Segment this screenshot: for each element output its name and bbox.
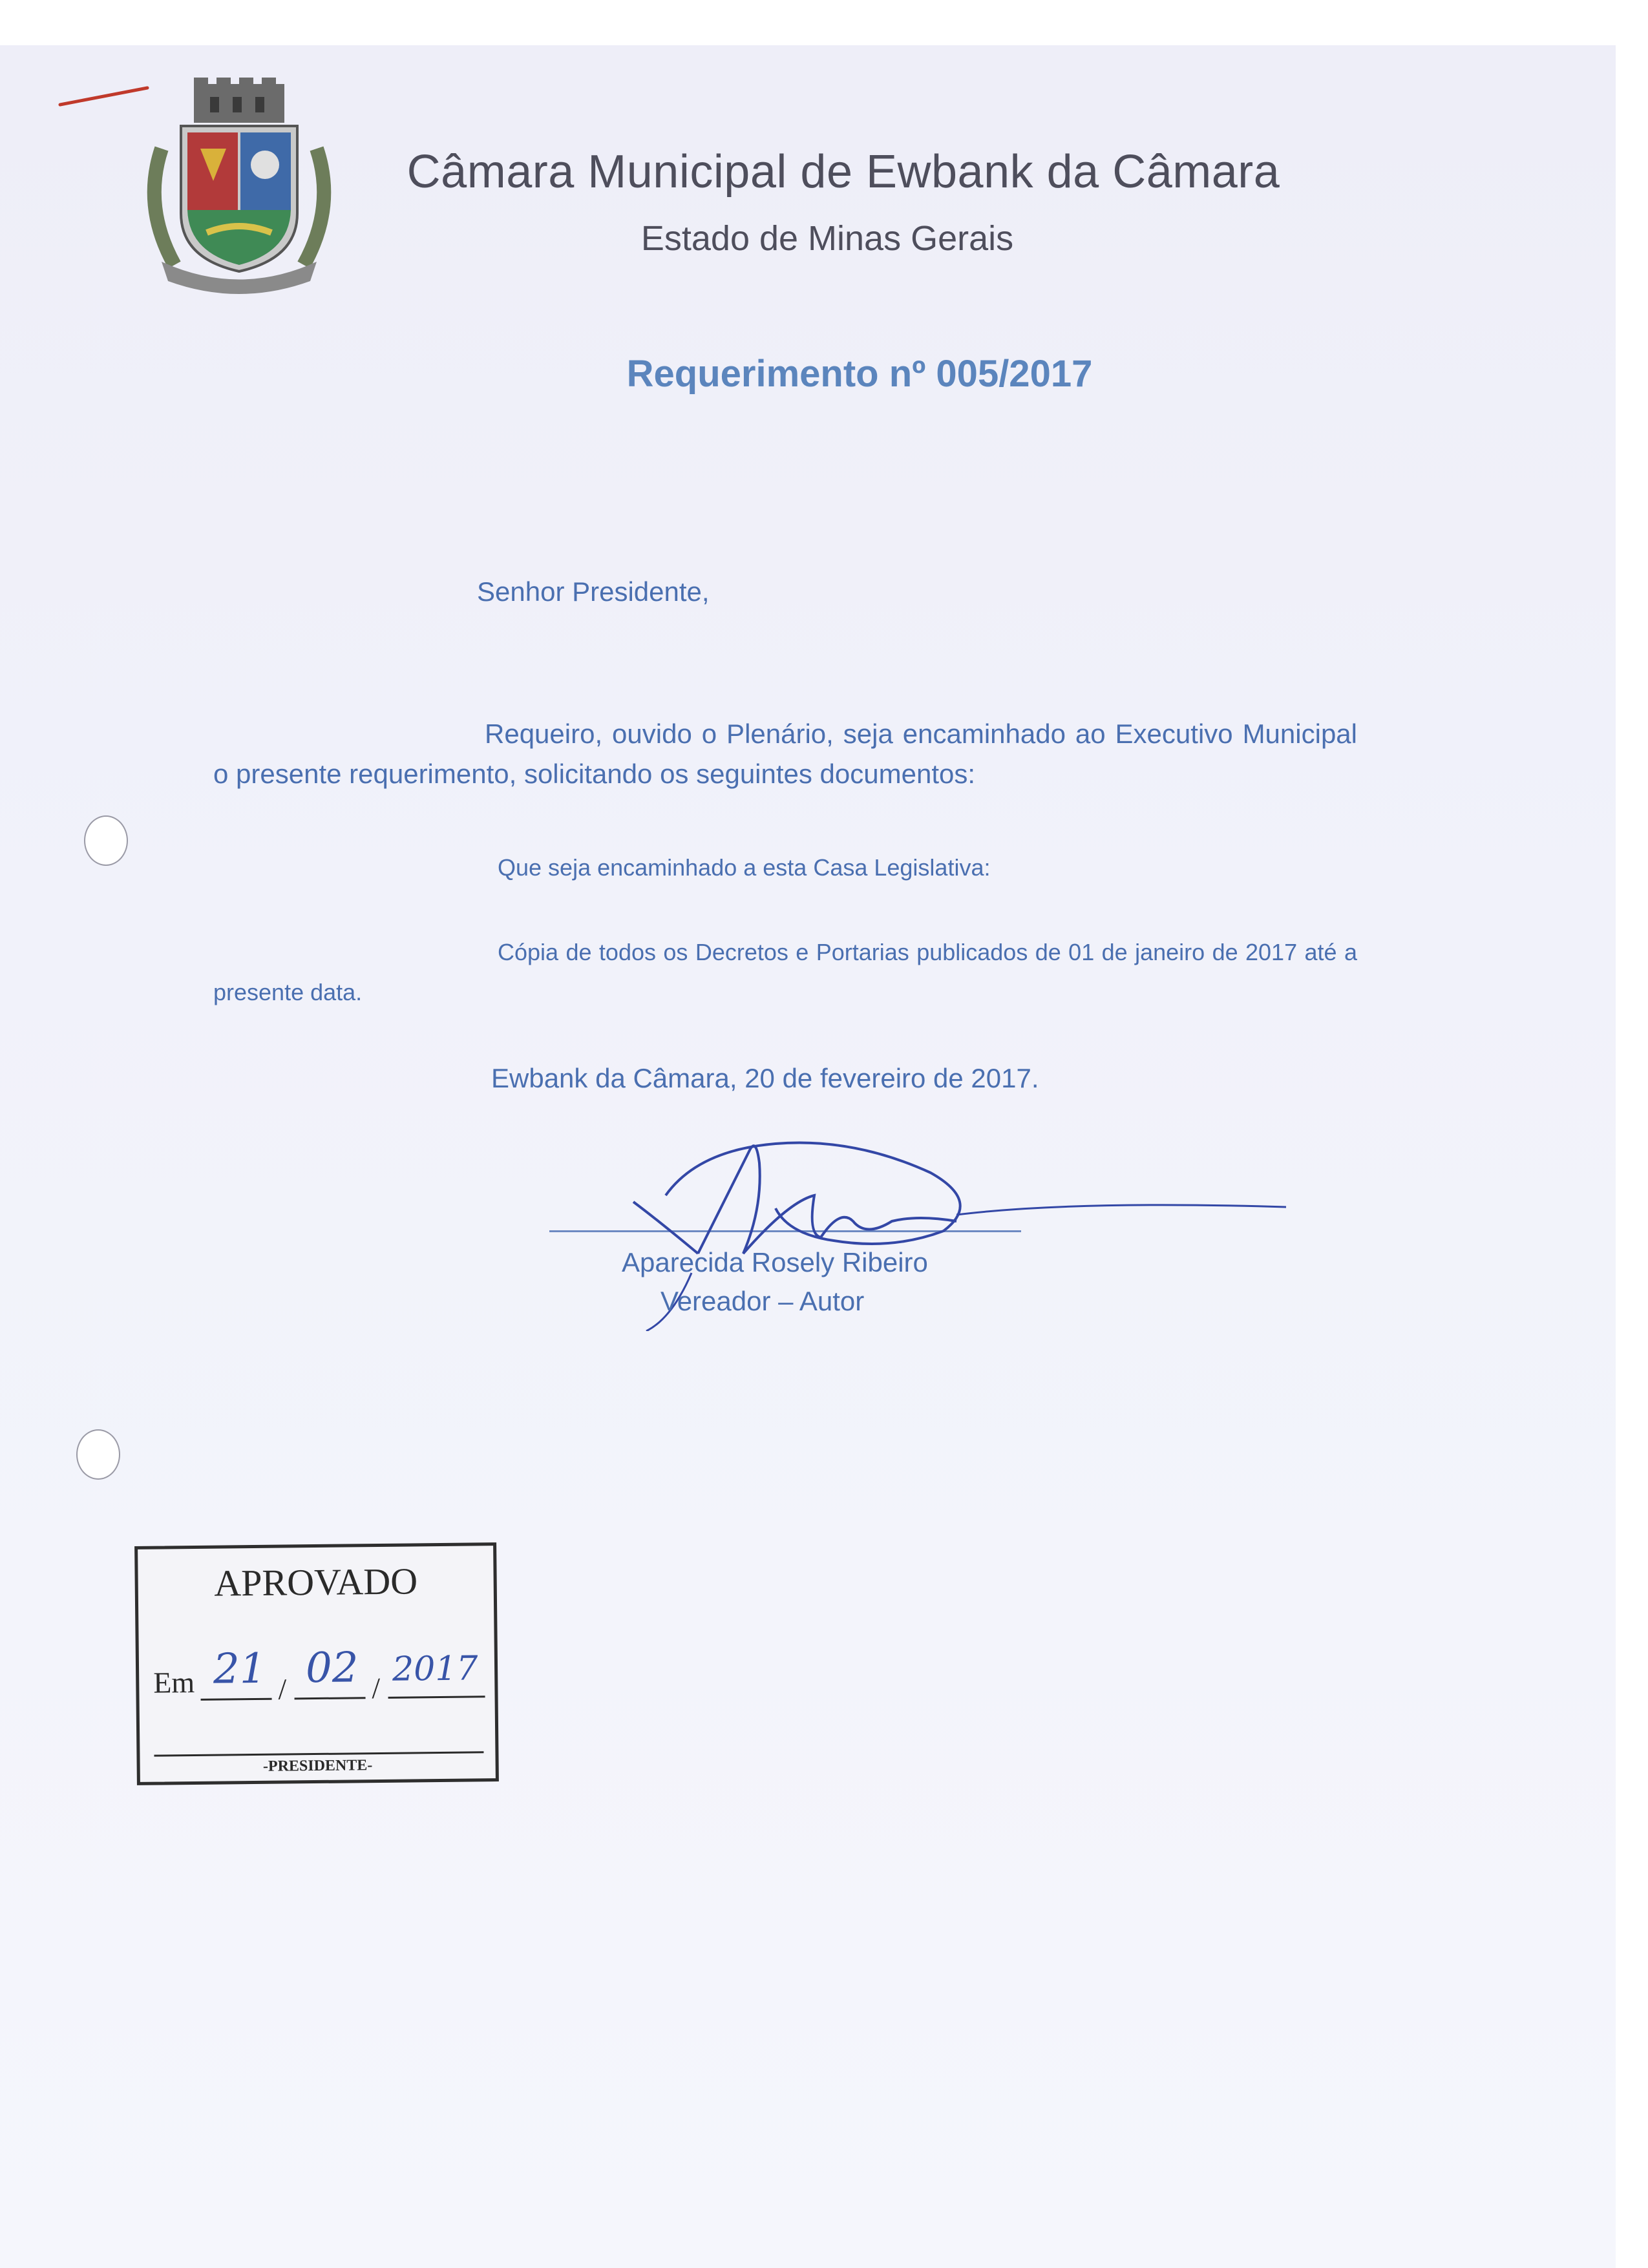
request-intro: Que seja encaminhado a esta Casa Legislativa: xyxy=(498,854,991,881)
punch-hole-bottom xyxy=(76,1429,120,1480)
stamp-day-blank xyxy=(201,1698,272,1701)
stamp-month-blank xyxy=(295,1697,366,1699)
signer-name: Aparecida Rosely Ribeiro xyxy=(622,1247,928,1277)
stamp-title: APROVADO xyxy=(213,1560,418,1604)
institution-title: Câmara Municipal de Ewbank da Câmara xyxy=(407,146,1280,198)
institution-subtitle: Estado de Minas Gerais xyxy=(640,219,1014,258)
signer-role: Vereador – Autor xyxy=(660,1286,865,1316)
stamp-year: 2017 xyxy=(392,1649,478,1689)
stamp-slash-2: / xyxy=(372,1671,381,1705)
place-and-date: Ewbank da Câmara, 20 de fevereiro de 2017. xyxy=(491,1063,1039,1093)
approval-stamp xyxy=(134,1542,499,1785)
request-item: Cópia de todos os Decretos e Portarias publicados de 01 de janeiro de 2017 até a presente data. xyxy=(213,939,1357,1005)
stamp-month: 02 xyxy=(305,1644,359,1693)
document-number-title: Requerimento nº 005/2017 xyxy=(626,353,1093,395)
request-body-paragraph: Requeiro, ouvido o Plenário, seja encaminhado ao Executivo Municipal o presente requerimento, solicitando os seguintes documentos: xyxy=(213,719,1357,789)
stamp-date-label: Em xyxy=(153,1665,195,1699)
stamp-president-label: -PRESIDENTE- xyxy=(262,1757,373,1775)
punch-hole-top xyxy=(84,815,128,866)
stamp-day: 21 xyxy=(213,1644,266,1694)
stamp-slash-1: / xyxy=(278,1672,287,1706)
stamp-year-blank xyxy=(388,1696,485,1699)
scan-margin-right xyxy=(1616,0,1648,2268)
scan-margin-top xyxy=(0,0,1648,45)
salutation: Senhor Presidente, xyxy=(477,576,710,607)
